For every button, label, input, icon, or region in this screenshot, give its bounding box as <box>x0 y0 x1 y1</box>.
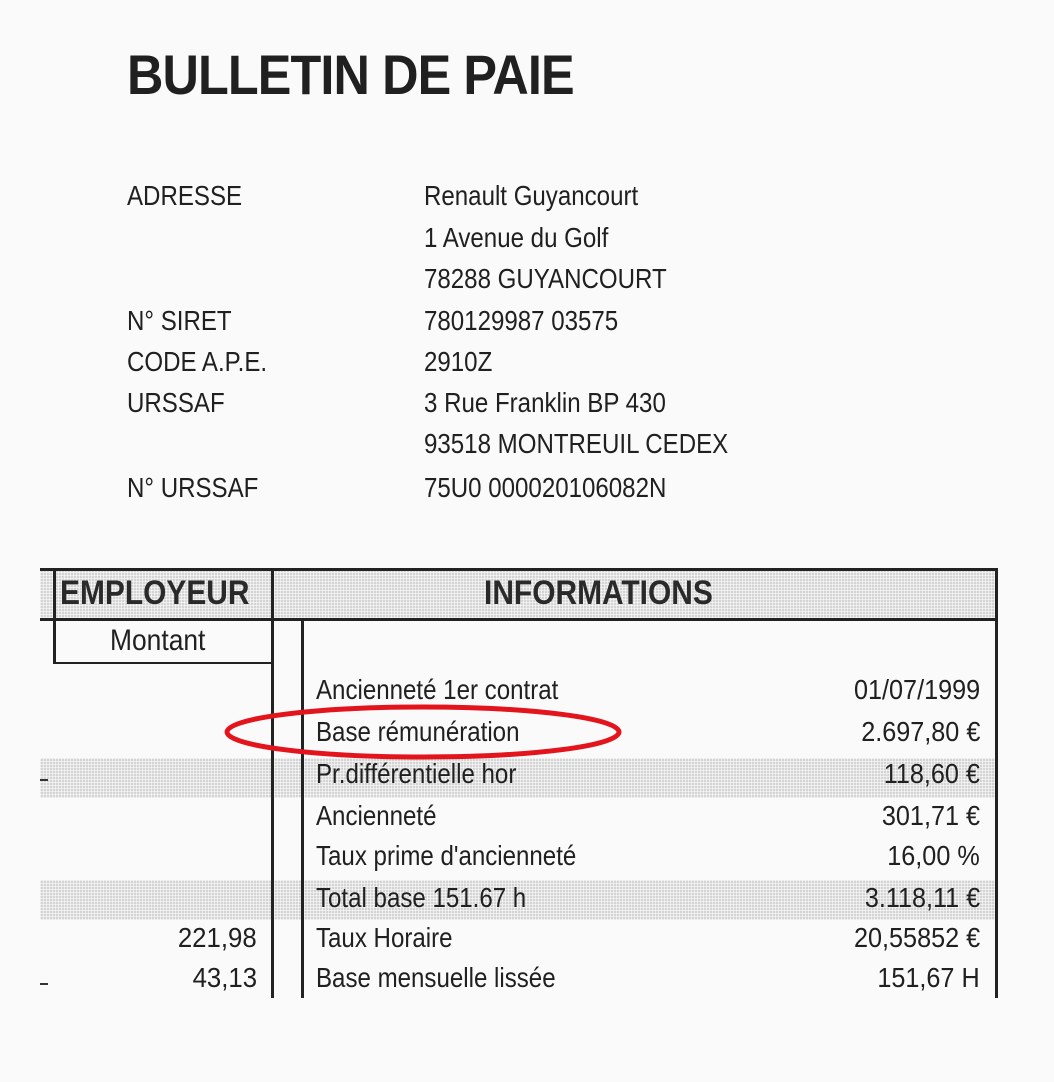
info-left-border <box>301 618 304 998</box>
employer-subheader-divider <box>54 662 272 664</box>
page-title: BULLETIN DE PAIE <box>127 43 574 106</box>
siret-label: N° SIRET <box>127 305 232 336</box>
info-row-label: Base mensuelle lissée <box>316 962 556 993</box>
info-row-value: 20,55852 € <box>853 922 980 953</box>
table-right-border <box>995 568 998 998</box>
info-row-label: Pr.différentielle hor <box>316 758 517 789</box>
urssaf-number-value: 75U0 000020106082N <box>424 472 667 503</box>
info-row-label: Taux prime d'ancienneté <box>316 840 577 871</box>
employer-left-border <box>53 568 56 664</box>
urssaf-number-label: N° URSSAF <box>127 472 259 503</box>
info-row-value: 01/07/1999 <box>853 674 980 705</box>
info-row-value: 301,71 € <box>881 800 980 831</box>
employer-right-border <box>271 568 274 998</box>
info-row-value: 16,00 % <box>887 840 980 871</box>
employer-amount-header: Montant <box>110 624 206 657</box>
info-header: INFORMATIONS <box>484 574 713 612</box>
address-line: 1 Avenue du Golf <box>424 222 609 253</box>
row-tick-mark <box>40 983 48 985</box>
info-row-label: Total base 151.67 h <box>316 882 527 913</box>
ape-label: CODE A.P.E. <box>127 346 268 377</box>
info-row-label: Ancienneté <box>316 800 437 831</box>
employer-amount: 221,98 <box>178 922 257 953</box>
info-row-label: Ancienneté 1er contrat <box>316 674 559 705</box>
shaded-row-band <box>40 758 996 798</box>
urssaf-label: URSSAF <box>127 387 225 418</box>
address-line: Renault Guyancourt <box>424 180 639 211</box>
info-row-value: 3.118,11 € <box>864 882 980 913</box>
employer-amount: 43,13 <box>192 962 257 993</box>
info-row-value: 2.697,80 € <box>860 716 980 747</box>
info-row-label: Taux Horaire <box>316 922 453 953</box>
address-line: 78288 GUYANCOURT <box>424 263 667 294</box>
table-top-border <box>40 568 998 571</box>
employer-header: EMPLOYEUR <box>60 574 250 612</box>
ape-value: 2910Z <box>424 346 493 377</box>
siret-value: 780129987 03575 <box>424 305 619 336</box>
info-row-label: Base rémunération <box>316 716 520 747</box>
pay-table <box>0 566 1054 1006</box>
row-tick-mark <box>40 779 48 781</box>
info-row-value: 118,60 € <box>883 758 980 789</box>
urssaf-address-line: 93518 MONTREUIL CEDEX <box>424 428 729 459</box>
urssaf-address-line: 3 Rue Franklin BP 430 <box>424 387 666 418</box>
info-row-value: 151,67 H <box>877 962 980 993</box>
table-header-divider <box>40 618 998 621</box>
address-label: ADRESSE <box>127 180 243 211</box>
